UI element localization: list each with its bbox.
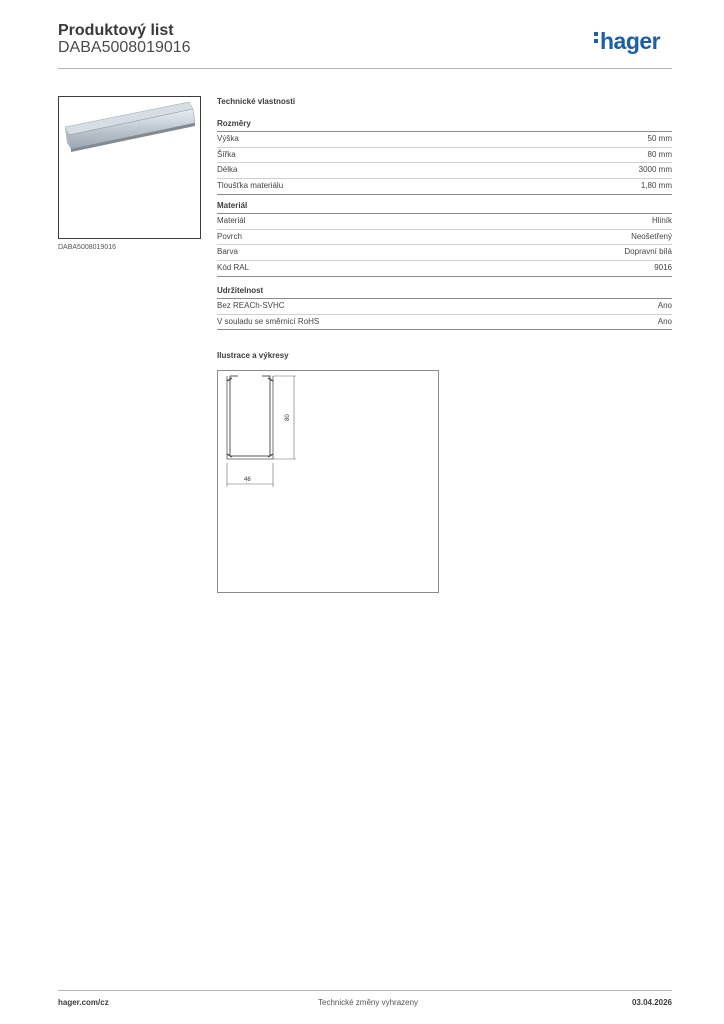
section-heading: Rozměry <box>217 117 672 132</box>
logo-dots-icon <box>594 29 598 46</box>
spec-label: Kód RAL <box>217 263 250 273</box>
spec-value: Ano <box>657 316 672 326</box>
spec-label: Délka <box>217 165 238 175</box>
spec-label: Barva <box>217 247 238 257</box>
spec-value: Ano <box>657 301 672 310</box>
spec-value: 80 mm <box>647 149 672 159</box>
spec-row <box>217 230 672 246</box>
section-heading: Materiál <box>217 199 672 214</box>
spec-label: V souladu se směrnicí RoHS <box>217 316 320 326</box>
tech-specs-title: Technické vlastnosti <box>217 97 296 106</box>
spec-row <box>217 179 672 195</box>
product-image <box>58 96 201 239</box>
spec-row <box>217 214 672 230</box>
footer-note: Technické změny vyhrazeny <box>318 998 419 1007</box>
page-title: Produktový list <box>58 22 174 39</box>
cross-section-drawing <box>218 371 438 592</box>
spec-value: 50 mm <box>647 134 672 143</box>
spec-value: Hliník <box>651 216 672 225</box>
footer-date: 03.04.2026 <box>631 998 672 1007</box>
spec-value: 3000 mm <box>638 165 672 175</box>
section-dimensions <box>217 117 672 195</box>
spec-label: Tloušťka materiálu <box>217 181 284 191</box>
spec-label: Šířka <box>217 149 236 159</box>
dim-height-label: 80 <box>285 414 291 421</box>
header-divider <box>58 68 672 69</box>
spec-label: Bez REACh-SVHC <box>217 301 285 310</box>
technical-drawing <box>217 370 439 593</box>
spec-value: Dopravní bílá <box>624 247 672 257</box>
spec-value: 9016 <box>654 263 672 273</box>
cable-trunking-icon <box>59 97 200 238</box>
spec-row <box>217 261 672 277</box>
section-sustainability <box>217 284 672 330</box>
spec-value: 1,80 mm <box>640 181 672 191</box>
dim-width-label: 46 <box>244 477 251 483</box>
footer-divider <box>58 990 672 991</box>
section-heading: Udržitelnost <box>217 284 672 299</box>
spec-row <box>217 315 672 331</box>
spec-label: Výška <box>217 134 239 143</box>
logo-text: hager <box>600 28 661 54</box>
spec-row <box>217 132 672 148</box>
brand-logo <box>594 28 660 55</box>
spec-value: Neošetřený <box>631 231 672 241</box>
illustrations-title: Ilustrace a výkresy <box>217 351 289 360</box>
spec-row <box>217 245 672 261</box>
spec-label: Povrch <box>217 231 242 241</box>
spec-label: Materiál <box>217 216 246 225</box>
image-caption: DABA5008019016 <box>58 244 116 251</box>
spec-row <box>217 163 672 179</box>
spec-row <box>217 299 672 315</box>
product-code: DABA5008019016 <box>58 39 191 56</box>
spec-row <box>217 148 672 164</box>
section-material <box>217 199 672 277</box>
footer-link[interactable]: hager.com/cz <box>58 998 109 1007</box>
